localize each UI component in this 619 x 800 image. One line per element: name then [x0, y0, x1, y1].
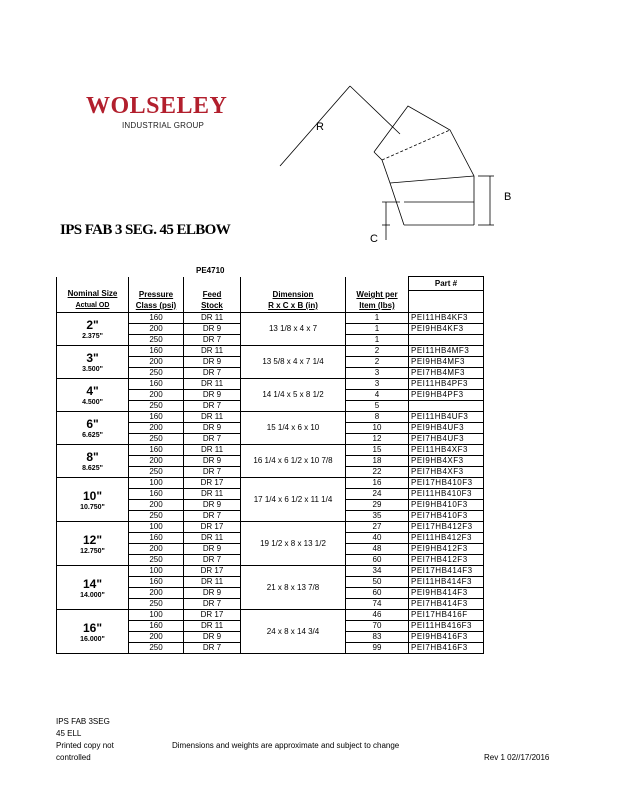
- header-part-spacer: [409, 291, 484, 313]
- footer-line-1: IPS FAB 3SEG: [56, 717, 110, 726]
- pressure-cell: 250: [129, 511, 184, 522]
- part-number-cell: PEI7HB412F3: [409, 555, 484, 566]
- feed-stock-cell: DR 17: [184, 566, 241, 577]
- dimension-cell: 17 1/4 x 6 1/2 x 11 1/4: [241, 478, 346, 522]
- pressure-cell: 200: [129, 588, 184, 599]
- part-number-cell: PEI7HB4MF3: [409, 368, 484, 379]
- r-dimension-line-2: [350, 86, 400, 134]
- weight-cell: 2: [346, 357, 409, 368]
- pressure-cell: 160: [129, 445, 184, 456]
- part-number-cell: [409, 401, 484, 412]
- pressure-cell: 160: [129, 412, 184, 423]
- nominal-size-cell: [57, 313, 129, 346]
- feed-stock-cell: DR 11: [184, 379, 241, 390]
- pressure-cell: 100: [129, 478, 184, 489]
- weight-cell: 35: [346, 511, 409, 522]
- weight-cell: 46: [346, 610, 409, 621]
- nominal-size: 16": [82, 620, 103, 635]
- part-number-cell: PEI11HB4UF3: [409, 412, 484, 423]
- weight-cell: 60: [346, 555, 409, 566]
- nominal-size: 10": [82, 488, 103, 503]
- feed-stock-cell: DR 9: [184, 456, 241, 467]
- actual-od: 16.000": [80, 635, 105, 643]
- part-number-cell: PEI11HB4MF3: [409, 346, 484, 357]
- header-pressure-class: Pressure Class (psi): [129, 277, 184, 313]
- part-number-cell: PEI17HB414F3: [409, 566, 484, 577]
- weight-cell: 22: [346, 467, 409, 478]
- actual-od: 14.000": [80, 591, 105, 599]
- part-number-cell: PEI9HB4PF3: [409, 390, 484, 401]
- weight-cell: 70: [346, 621, 409, 632]
- pressure-cell: 160: [129, 533, 184, 544]
- table-row: [57, 522, 484, 533]
- weight-cell: 24: [346, 489, 409, 500]
- pressure-cell: 200: [129, 544, 184, 555]
- actual-od: 8.625": [82, 465, 103, 472]
- nominal-size-cell: [57, 346, 129, 379]
- feed-stock-cell: DR 17: [184, 478, 241, 489]
- weight-cell: 34: [346, 566, 409, 577]
- table-row: [57, 566, 484, 577]
- feed-stock-cell: DR 11: [184, 412, 241, 423]
- logo-brand: WOLSELEY: [86, 93, 228, 119]
- part-number-cell: PEI11HB412F3: [409, 533, 484, 544]
- weight-cell: 83: [346, 632, 409, 643]
- pressure-cell: 200: [129, 423, 184, 434]
- footer-doc-id: [56, 716, 114, 764]
- part-number-cell: PEI9HB410F3: [409, 500, 484, 511]
- feed-stock-cell: DR 7: [184, 368, 241, 379]
- table-row: [57, 313, 484, 324]
- feed-stock-cell: DR 7: [184, 335, 241, 346]
- nominal-size-cell: [57, 566, 129, 610]
- part-number-cell: PEI7HB4XF3: [409, 467, 484, 478]
- weight-cell: 3: [346, 379, 409, 390]
- nominal-size-cell: [57, 379, 129, 412]
- pressure-cell: 250: [129, 643, 184, 654]
- table-row: [57, 379, 484, 390]
- feed-stock-cell: DR 17: [184, 522, 241, 533]
- actual-od: 12.750": [80, 547, 105, 555]
- nominal-size: 8": [86, 450, 99, 464]
- elbow-joint-2: [382, 130, 450, 160]
- part-number-cell: PEI17HB410F3: [409, 478, 484, 489]
- weight-cell: 27: [346, 522, 409, 533]
- elbow-diagram: [278, 82, 538, 252]
- pressure-cell: 200: [129, 500, 184, 511]
- weight-cell: 18: [346, 456, 409, 467]
- elbow-joint-1: [374, 152, 382, 160]
- weight-cell: 50: [346, 577, 409, 588]
- wolseley-logo: [86, 94, 227, 130]
- feed-stock-cell: DR 9: [184, 390, 241, 401]
- part-number-cell: PEI9HB414F3: [409, 588, 484, 599]
- feed-stock-cell: DR 11: [184, 577, 241, 588]
- weight-cell: 8: [346, 412, 409, 423]
- part-number-cell: PEI11HB416F3: [409, 621, 484, 632]
- weight-cell: 4: [346, 390, 409, 401]
- pressure-cell: 250: [129, 434, 184, 445]
- footer-disclaimer: Dimensions and weights are approximate and subject to change: [172, 741, 400, 750]
- pressure-cell: 160: [129, 489, 184, 500]
- dimension-cell: 15 1/4 x 6 x 10: [241, 412, 346, 445]
- pressure-cell: 100: [129, 566, 184, 577]
- material-label: PE4710: [196, 266, 225, 275]
- part-number-cell: PEI7HB414F3: [409, 599, 484, 610]
- part-number-cell: PEI11HB4PF3: [409, 379, 484, 390]
- weight-cell: 3: [346, 368, 409, 379]
- feed-stock-cell: DR 11: [184, 346, 241, 357]
- header-feed-stock: Feed Stock: [184, 277, 241, 313]
- part-number-cell: PEI7HB416F3: [409, 643, 484, 654]
- feed-stock-cell: DR 9: [184, 500, 241, 511]
- part-number-cell: PEI9HB416F3: [409, 632, 484, 643]
- actual-od: 6.625": [82, 432, 103, 439]
- pressure-cell: 250: [129, 368, 184, 379]
- pressure-cell: 250: [129, 555, 184, 566]
- feed-stock-cell: DR 11: [184, 533, 241, 544]
- weight-cell: 60: [346, 588, 409, 599]
- weight-cell: 5: [346, 401, 409, 412]
- feed-stock-cell: DR 7: [184, 555, 241, 566]
- feed-stock-cell: DR 11: [184, 621, 241, 632]
- pressure-cell: 200: [129, 390, 184, 401]
- part-number-cell: PEI17HB416F: [409, 610, 484, 621]
- nominal-size: 12": [82, 532, 103, 547]
- weight-cell: 10: [346, 423, 409, 434]
- dimension-cell: 13 1/8 x 4 x 7: [241, 313, 346, 346]
- label-r: R: [316, 121, 324, 133]
- pressure-cell: 200: [129, 324, 184, 335]
- nominal-size-cell: [57, 478, 129, 522]
- feed-stock-cell: DR 9: [184, 544, 241, 555]
- feed-stock-cell: DR 7: [184, 434, 241, 445]
- pressure-cell: 160: [129, 346, 184, 357]
- feed-stock-cell: DR 11: [184, 489, 241, 500]
- table-row: [57, 610, 484, 621]
- dimension-cell: 16 1/4 x 6 1/2 x 10 7/8: [241, 445, 346, 478]
- weight-cell: 29: [346, 500, 409, 511]
- table-row: [57, 478, 484, 489]
- feed-stock-cell: DR 11: [184, 313, 241, 324]
- dimension-cell: 13 5/8 x 4 x 7 1/4: [241, 346, 346, 379]
- weight-cell: 99: [346, 643, 409, 654]
- weight-cell: 1: [346, 324, 409, 335]
- pressure-cell: 200: [129, 632, 184, 643]
- weight-cell: 12: [346, 434, 409, 445]
- footer-revision: Rev 1 02//17/2016: [484, 753, 550, 762]
- footer-line-4: controlled: [56, 753, 91, 762]
- r-dimension-line-1: [280, 86, 350, 166]
- header-nominal-size: Nominal Size Actual OD: [57, 277, 129, 313]
- part-number-cell: [409, 335, 484, 346]
- header-dimension: Dimension R x C x B (in): [241, 277, 346, 313]
- feed-stock-cell: DR 9: [184, 357, 241, 368]
- label-b: B: [504, 191, 512, 203]
- part-number-cell: PEI9HB4KF3: [409, 324, 484, 335]
- feed-stock-cell: DR 7: [184, 511, 241, 522]
- actual-od: 10.750": [80, 503, 105, 511]
- feed-stock-cell: DR 9: [184, 588, 241, 599]
- actual-od: 3.500": [82, 366, 103, 373]
- actual-od: 2.375": [82, 333, 103, 340]
- pressure-cell: 160: [129, 577, 184, 588]
- part-number-cell: PEI11HB4XF3: [409, 445, 484, 456]
- header-weight: Weight per Item (lbs): [346, 277, 409, 313]
- part-number-cell: PEI11HB414F3: [409, 577, 484, 588]
- nominal-size: 3": [86, 351, 99, 365]
- part-number-cell: PEI17HB412F3: [409, 522, 484, 533]
- page-title: IPS FAB 3 SEG. 45 ELBOW: [60, 222, 231, 238]
- pressure-cell: 100: [129, 522, 184, 533]
- feed-stock-cell: DR 9: [184, 423, 241, 434]
- part-number-cell: PEI9HB4XF3: [409, 456, 484, 467]
- footer-line-2: 45 ELL: [56, 729, 82, 738]
- weight-cell: 15: [346, 445, 409, 456]
- elbow-joint-3: [390, 176, 474, 183]
- nominal-size-cell: [57, 445, 129, 478]
- label-c: C: [370, 233, 378, 245]
- feed-stock-cell: DR 9: [184, 324, 241, 335]
- table-row: [57, 412, 484, 423]
- dimension-cell: 24 x 8 x 14 3/4: [241, 610, 346, 654]
- weight-cell: 1: [346, 335, 409, 346]
- part-number-cell: PEI9HB412F3: [409, 544, 484, 555]
- part-number-cell: PEI7HB410F3: [409, 511, 484, 522]
- part-number-cell: PEI11HB410F3: [409, 489, 484, 500]
- nominal-size-cell: [57, 522, 129, 566]
- dimension-cell: 19 1/2 x 8 x 13 1/2: [241, 522, 346, 566]
- nominal-size-cell: [57, 610, 129, 654]
- feed-stock-cell: DR 7: [184, 401, 241, 412]
- table-row: [57, 445, 484, 456]
- nominal-size: 4": [86, 384, 99, 398]
- feed-stock-cell: DR 7: [184, 467, 241, 478]
- table-row: [57, 346, 484, 357]
- feed-stock-cell: DR 17: [184, 610, 241, 621]
- weight-cell: 16: [346, 478, 409, 489]
- elbow-inner-edge: [382, 160, 404, 225]
- nominal-size: 14": [82, 576, 103, 591]
- nominal-size: 6": [86, 417, 99, 431]
- pressure-cell: 100: [129, 610, 184, 621]
- part-number-cell: PEI9HB4MF3: [409, 357, 484, 368]
- header-part-number: Part #: [409, 277, 484, 291]
- weight-cell: 74: [346, 599, 409, 610]
- dimension-cell: 14 1/4 x 5 x 8 1/2: [241, 379, 346, 412]
- feed-stock-cell: DR 7: [184, 599, 241, 610]
- pressure-cell: 160: [129, 621, 184, 632]
- pressure-cell: 250: [129, 335, 184, 346]
- logo-subtitle: INDUSTRIAL GROUP: [122, 121, 205, 130]
- part-number-cell: PEI9HB4UF3: [409, 423, 484, 434]
- feed-stock-cell: DR 9: [184, 632, 241, 643]
- pressure-cell: 200: [129, 357, 184, 368]
- actual-od: 4.500": [82, 399, 103, 406]
- weight-cell: 2: [346, 346, 409, 357]
- weight-cell: 1: [346, 313, 409, 324]
- nominal-size: 2": [86, 318, 99, 332]
- pressure-cell: 250: [129, 599, 184, 610]
- pressure-cell: 250: [129, 401, 184, 412]
- pressure-cell: 200: [129, 456, 184, 467]
- part-number-cell: PEI7HB4UF3: [409, 434, 484, 445]
- pressure-cell: 160: [129, 379, 184, 390]
- feed-stock-cell: DR 11: [184, 445, 241, 456]
- pressure-cell: 160: [129, 313, 184, 324]
- weight-cell: 40: [346, 533, 409, 544]
- nominal-size-cell: [57, 412, 129, 445]
- footer-line-3: Printed copy not: [56, 741, 114, 750]
- part-number-cell: PEI11HB4KF3: [409, 313, 484, 324]
- dimension-cell: 21 x 8 x 13 7/8: [241, 566, 346, 610]
- feed-stock-cell: DR 7: [184, 643, 241, 654]
- weight-cell: 48: [346, 544, 409, 555]
- elbow-spec-table: [56, 276, 484, 654]
- pressure-cell: 250: [129, 467, 184, 478]
